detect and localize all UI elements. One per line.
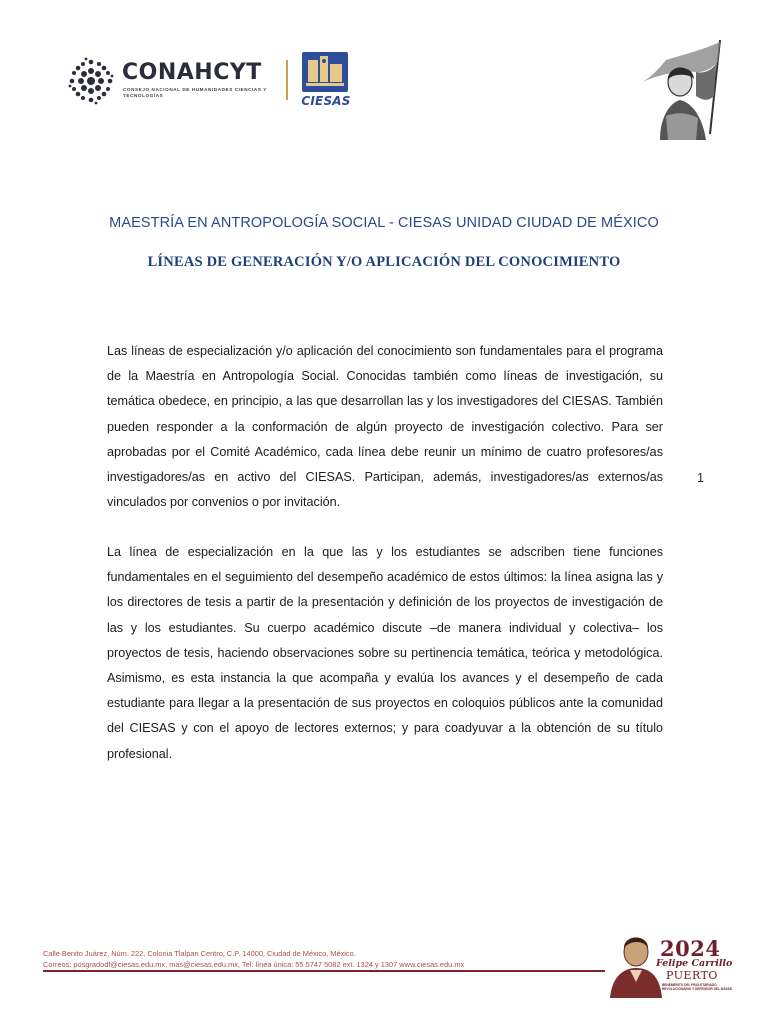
header-divider <box>286 60 288 100</box>
conahcyt-logo <box>66 56 276 106</box>
conahcyt-emblem-icon <box>66 56 116 106</box>
ciesas-emblem-icon <box>302 52 348 92</box>
footer-address: Calle Benito Juárez, Núm. 222, Colonia Tlalpan Centro, C.P. 14000, Ciudad de México, México. <box>43 949 356 958</box>
footer-surname: PUERTO <box>666 969 718 982</box>
paragraph-1: Las líneas de especialización y/o aplicación del conocimiento son fundamentales para el programa de la Maestría en Antropología Social. Conocidas también como líneas de investigación, su temática obedece, en principio, a las que desarrollan las y los investigadores del CIESAS. También pueden responder a la conformación de algún proyecto de investigación colectivo. Para ser aprobadas por el Comité Académico, cada línea debe reunir un mínimo de cuatro profesores/as investigadores/as en activo del CIESAS. Participan, además, investigadores/as externos/as vinculados por convenios o por invitación. <box>107 344 663 510</box>
program-title: MAESTRÍA EN ANTROPOLOGÍA SOCIAL - CIESAS UNIDAD CIUDAD DE MÉXICO <box>109 215 659 231</box>
footer-year: 2024 <box>660 936 721 961</box>
paragraph-2: La línea de especialización en la que las y los estudiantes se adscriben tiene funciones fundamentales en el seguimiento del desempeño académico de estos últimos: la línea asigna las y los directores de tesis a partir de la presentación y definición de los proyectos de investigación de las y los estudiantes. Su cuerpo académico discute –de manera individual y colectiva– los proyectos de tesis, haciendo observaciones sobre su pertinencia temática, teórica y metodológica. Asimismo, es esta instancia la que acompaña y evalúa los avances y el desempeño de cada estudiante para llegar a la presentación de sus proyectos en coloquios públicos ante la comunidad del CIESAS y con el apoyo de lectores externos; y para coadyuvar a la obtención de su título profesional. <box>107 545 663 761</box>
ciesas-name: CIESAS <box>301 94 351 108</box>
page-number: 1 <box>697 471 704 485</box>
section-title: LÍNEAS DE GENERACIÓN Y/O APLICACIÓN DEL CONOCIMIENTO <box>147 254 621 270</box>
footer-divider <box>43 970 605 972</box>
heroine-flag-illustration-icon <box>636 36 728 140</box>
footer-motto: BENEMÉRITO DEL PROLETARIADO, REVOLUCIONARIO Y DEFENSOR DEL MAYAB <box>662 983 732 991</box>
footer-name: Felipe Carrillo <box>656 958 733 969</box>
footer-contact: Correos: posgradodf@ciesas.edu.mx, mas@ciesas.edu.mx, Tel: línea única: 55 5747 5082 ext. 1324 y 1307 www.ciesas.edu.mx <box>43 960 465 969</box>
footer-contact-block <box>43 948 583 970</box>
ciesas-logo <box>300 52 352 112</box>
conahcyt-name: CONAHCYT <box>122 60 262 85</box>
conahcyt-subtitle: CONSEJO NACIONAL DE HUMANIDADES CIENCIAS Y TECNOLOGÍAS <box>123 87 267 98</box>
